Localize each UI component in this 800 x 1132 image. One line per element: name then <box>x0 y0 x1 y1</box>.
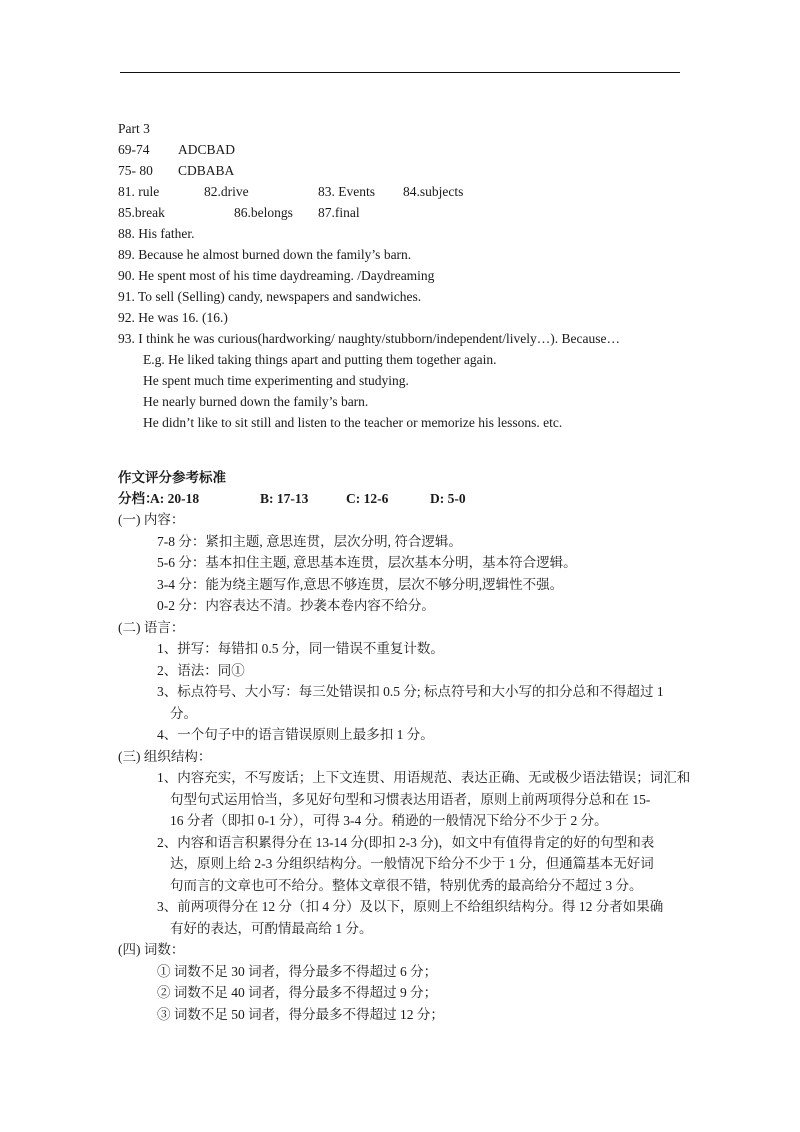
criteria-item-continued: 句型句式运用恰当，多见好句型和习惯表达用语者，原则上前两项得分总和在 15- <box>170 791 651 807</box>
wordcount-criteria <box>118 939 698 1025</box>
section-heading: (一) 内容： <box>118 512 185 527</box>
criteria-item: 7-8 分：紧扣主题, 意思连贯，层次分明, 符合逻辑。 <box>157 533 462 549</box>
section-gap <box>118 433 698 467</box>
answer-92: 92. He was 16. (16.) <box>118 310 228 325</box>
answer-90: 90. He spent most of his time daydreaming. /Daydreaming <box>118 268 435 283</box>
criteria-item: 3、前两项得分在 12 分（扣 4 分）及以下，原则上不给组织结构分。得 12 分者如果确 <box>157 899 664 914</box>
criteria-item: 5-6 分：基本扣住主题, 意思基本连贯，层次基本分明，基本符合逻辑。 <box>157 555 577 570</box>
fill-answer: 85.break <box>118 205 165 220</box>
criteria-item: ① 词数不足 30 词者，得分最多不得超过 6 分； <box>157 963 438 979</box>
answer-range: 69-74 <box>118 142 150 157</box>
answer-91: 91. To sell (Selling) candy, newspapers and sandwiches. <box>118 289 422 304</box>
criteria-item-continued: 分。 <box>170 705 197 721</box>
language-criteria <box>118 617 698 746</box>
section-heading: (二) 语言： <box>118 619 185 635</box>
structure-criteria <box>118 746 698 940</box>
criteria-item: 1、内容充实，不写废话；上下文连贯、用语规范、表达正确、无或极少语法错误；词汇和 <box>157 770 691 785</box>
criteria-item-continued: 16 分者（即扣 0-1 分），可得 3-4 分。稍逊的一般情况下给分不少于 2 分。 <box>170 813 608 828</box>
grade-c: C: 12-6 <box>346 491 389 506</box>
answer-letters: CDBABA <box>178 163 235 178</box>
answers-row-75-80 <box>118 160 698 181</box>
criteria-item: 2、语法：同① <box>157 662 245 678</box>
criteria-item-continued: 句而言的文章也可不给分。整体文章很不错，特别优秀的最高给分不超过 3 分。 <box>170 877 643 893</box>
grade-bands <box>118 488 698 509</box>
answer-letters: ADCBAD <box>178 142 236 157</box>
fill-answer: 83. Events <box>318 184 375 199</box>
criteria-item: ② 词数不足 40 词者，得分最多不得超过 9 分； <box>157 985 438 1000</box>
part-heading: Part 3 <box>118 121 150 136</box>
fill-row-85-87 <box>118 202 698 223</box>
section-heading: (四) 词数： <box>118 942 185 957</box>
answer-93: 93. I think he was curious(hardworking/ naughty/stubborn/independent/lively…). Because… <box>118 331 621 346</box>
criteria-item: 1、拼写：每错扣 0.5 分，同一错误不重复计数。 <box>157 641 444 656</box>
fill-row-81-84 <box>118 181 698 202</box>
fill-answer: 82.drive <box>204 184 249 199</box>
criteria-item: 3-4 分：能为绕主题写作,意思不够连贯，层次不够分明,逻辑性不强。 <box>157 576 564 592</box>
header-rule <box>120 72 680 73</box>
document-page <box>118 118 698 1025</box>
criteria-item-continued: 有好的表达，可酌情最高给 1 分。 <box>170 920 373 936</box>
answer-93-example: E.g. He liked taking things apart and putting them together again. <box>143 352 497 367</box>
answer-89: 89. Because he almost burned down the family’s barn. <box>118 247 412 262</box>
fill-answer: 84.subjects <box>403 184 464 199</box>
criteria-item-continued: 达，原则上给 2-3 分组织结构分。一般情况下给分不少于 1 分，但通篇基本无好词 <box>170 856 654 871</box>
criteria-item: ③ 词数不足 50 词者，得分最多不得超过 12 分； <box>157 1006 444 1022</box>
criteria-item: 2、内容和语言积累得分在 13-14 分(即扣 2-3 分)，如文中有值得肯定的好的句型和表 <box>157 834 655 850</box>
criteria-item: 0-2 分：内容表达不清。抄袭本卷内容不给分。 <box>157 598 435 613</box>
answer-93-example: He nearly burned down the family’s barn. <box>143 394 369 409</box>
answer-88: 88. His father. <box>118 226 195 241</box>
essay-title: 作文评分参考标准 <box>118 470 226 485</box>
answers-row-69-74 <box>118 139 698 160</box>
content-criteria <box>118 509 698 617</box>
fill-answer: 87.final <box>318 205 360 220</box>
fill-answer: 86.belongs <box>234 205 293 220</box>
grade-d: D: 5-0 <box>430 491 466 506</box>
section-heading: (三) 组织结构： <box>118 748 212 764</box>
answer-range: 75- 80 <box>118 163 153 178</box>
grade-a: A: 20-18 <box>150 491 200 506</box>
grade-b: B: 17-13 <box>260 491 309 506</box>
criteria-item: 3、标点符号、大小写：每三处错误扣 0.5 分; 标点符号和大小写的扣分总和不得超过 1 <box>157 684 664 699</box>
answer-93-example: He spent much time experimenting and studying. <box>143 373 409 388</box>
fill-answer: 81. rule <box>118 184 160 199</box>
criteria-item: 4、一个句子中的语言错误原则上最多扣 1 分。 <box>157 727 434 742</box>
answer-93-example: He didn’t like to sit still and listen to the teacher or memorize his lessons. etc. <box>143 415 563 430</box>
grade-label: 分档： <box>118 491 159 506</box>
